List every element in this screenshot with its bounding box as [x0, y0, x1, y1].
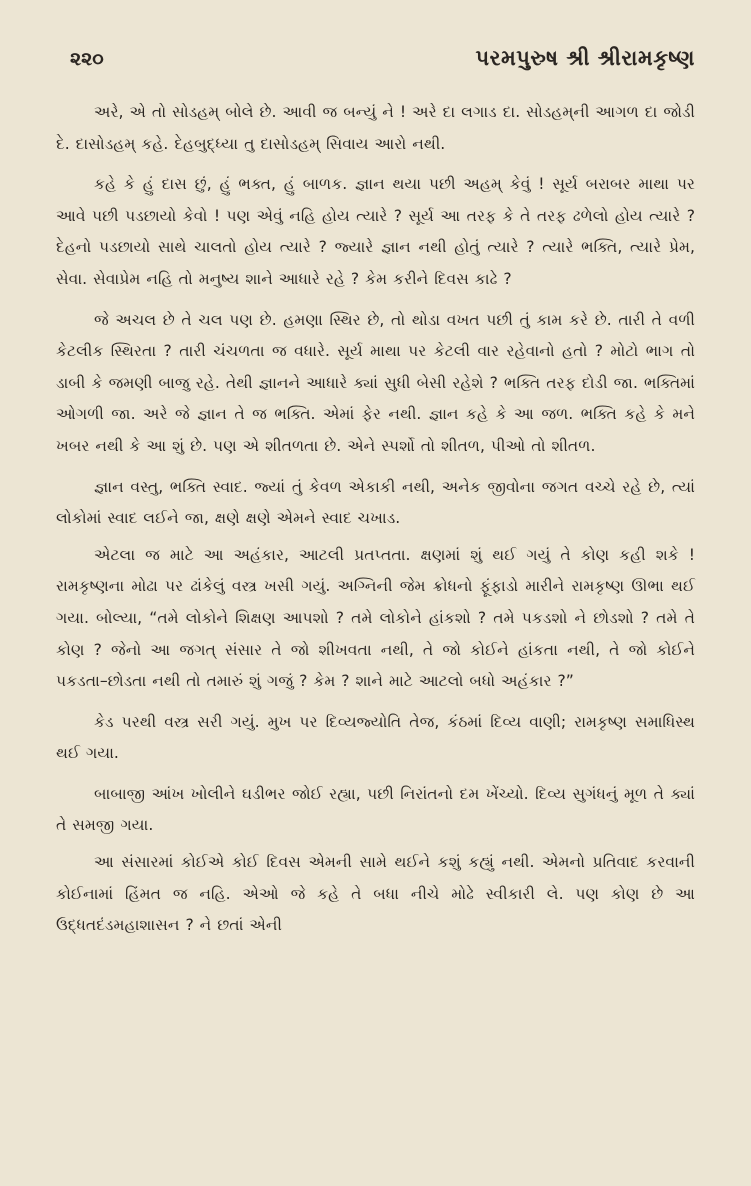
- paragraph-5: એટલા જ માટે આ અહંકાર, આટલી પ્રતપ્તતા. ક્ષણમાં શું થઈ ગયું તે કોણ કહી શકે ! રામકૃષ્ણના મોઢા પર ઢાંકેલું વસ્ત્ર ખસી ગયું. અગ્નિની જેમ ક્રોધનો ફૂંફાડો મારીને રામકૃષ્ણ ઊભા થઈ ગયા. બોલ્યા, “તમે લોકોને શિક્ષણ આપશો ? તમે લોકોને હાંકશો ? તમે પકડશો ને છોડશો ? તમે તે કોણ ? જેનો આ જગત્ સંસાર તે જો શીખવતા નથી, તે જો કોઈને હાંકતા નથી, તે જો કોઈને પકડતા–છોડતા નથી તો તમારું શું ગજું ? કેમ ? શાને માટે આટલો બધો અહંકાર ?”: [56, 545, 695, 691]
- page-header: [56, 46, 695, 71]
- paragraph-3: જે અચલ છે તે ચલ પણ છે. હમણા સ્થિર છે, તો થોડા વખત પછી તું કામ કરે છે. તારી તે વળી કેટલીક સ્થિરતા ? તારી ચંચળતા જ વધારે. સૂર્ય માથા પર કેટલી વાર રહેવાનો હતો ? મોટો ભાગ તો ડાબી કે જમણી બાજુ રહે. તેથી જ્ઞાનને આધારે ક્યાં સુધી બેસી રહેશે ? ભક્તિ તરફ દોડી જા. ભક્તિમાં ઓગળી જા. અરે જે જ્ઞાન તે જ ભક્તિ. એમાં ફેર નથી. જ્ઞાન કહે કે આ જળ. ભક્તિ કહે કે મને ખબર નથી કે આ શું છે. પણ એ શીતળતા છે. એને સ્પર્શો તો શીતળ, પીઓ તો શીતળ.: [56, 310, 695, 455]
- page-number: ૨૨૦: [70, 48, 104, 70]
- running-title: પરમપુરુષ શ્રી શ્રીરામકૃષ્ણ: [475, 46, 695, 70]
- paragraph-1: અરે, એ તો સોડહમ્ બોલે છે. આવી જ બન્યું ને ! અરે દા લગાડ દા. સોડહમ્‌ની આગળ દા જોડી દે. દાસોડહમ્ કહે. દેહબુદ્ધ્યા તુ દાસોડહમ્ સિવાય આરો નથી.: [56, 103, 695, 153]
- paragraph-2: કહે કે હું દાસ છું, હું ભક્ત, હું બાળક. જ્ઞાન થયા પછી અહમ્ કેવું ! સૂર્ય બરાબર માથા પર આવે પછી પડછાયો કેવો ! પણ એવું નહિ હોય ત્યારે ? સૂર્ય આ તરફ કે તે તરફ ઢળેલો હોય ત્યારે ? દેહનો પડછાયો સાથે ચાલતો હોય ત્યારે ? જ્યારે જ્ઞાન નથી હોતું ત્યારે ? ત્યારે ભક્તિ, ત્યારે પ્રેમ, સેવા. સેવાપ્રેમ નહિ તો મનુષ્ય શાને આધારે રહે ? કેમ કરીને દિવસ કાઢે ?: [56, 175, 695, 288]
- paragraph-8: આ સંસારમાં કોઈએ કોઈ દિવસ એમની સામે થઈને કશું કહ્યું નથી. એમનો પ્રતિવાદ કરવાની કોઈનામાં હિંમત જ નહિ. એઓ જે કહે તે બધા નીચે મોઢે સ્વીકારી લે. પણ કોણ છે આ ઉદ્ધતદંડમહાશાસન ? ને છતાં એની: [56, 853, 695, 935]
- paragraph-6: કેડ પરથી વસ્ત્ર સરી ગયું. મુખ પર દિવ્યજ્યોતિ તેજ, કંઠમાં દિવ્ય વાણી; રામકૃષ્ણ સમાધિસ્થ થઈ ગયા.: [56, 712, 695, 763]
- page-body: [56, 97, 695, 942]
- paragraph-7: બાબાજી આંખ ખોલીને ઘડીભર જોઈ રહ્યા, પછી નિરાંતનો દમ ખેંચ્યો. દિવ્ય સુગંધનું મૂળ તે ક્યાં તે સમજી ગયા.: [56, 784, 695, 835]
- paragraph-4: જ્ઞાન વસ્તુ, ભક્તિ સ્વાદ. જ્યાં તું કેવળ એકાકી નથી, અનેક જીવોના જગત વચ્ચે રહે છે, ત્યાં લોકોમાં સ્વાદ લઈને જા, ક્ષણે ક્ષણે એમને સ્વાદ ચખાડ.: [56, 477, 695, 528]
